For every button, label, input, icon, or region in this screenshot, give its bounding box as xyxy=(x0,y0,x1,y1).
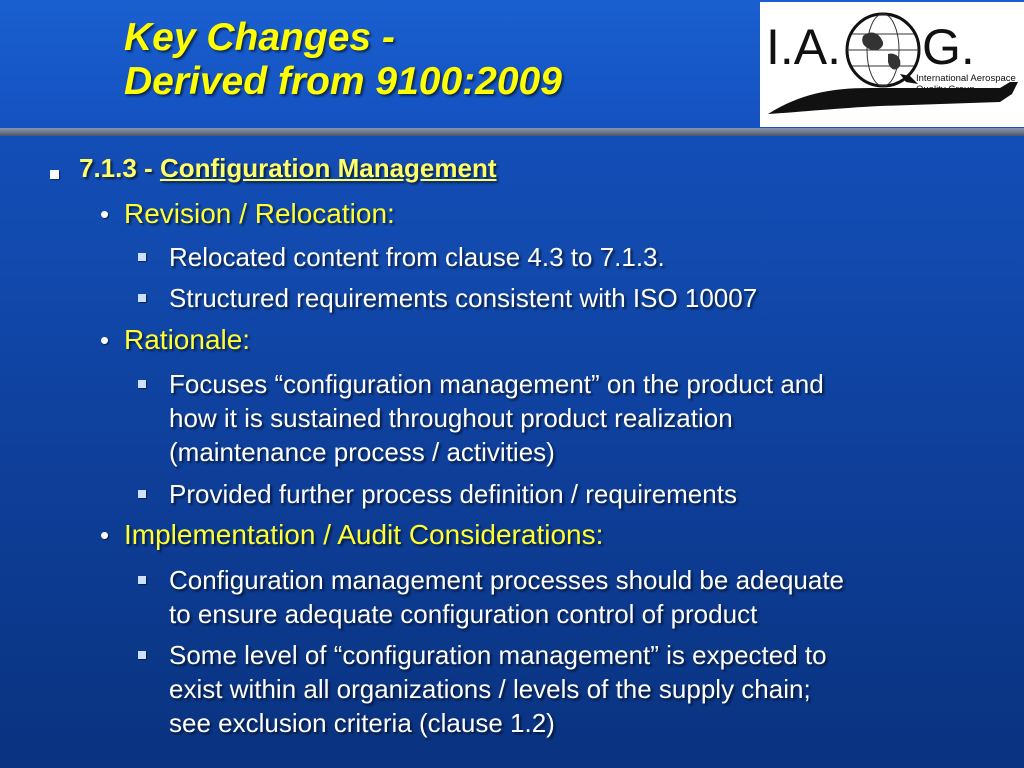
dot-bullet-icon: • xyxy=(100,199,110,229)
square-bullet-icon xyxy=(138,576,146,584)
group-heading: Rationale: xyxy=(124,324,251,355)
list-item-line: Focuses “configuration management” on the product and xyxy=(169,369,824,399)
square-bullet-icon xyxy=(138,380,146,388)
section-name: Configuration Management xyxy=(159,153,497,183)
logo-subtitle-1: International Aerospace xyxy=(916,73,1016,84)
square-bullet-icon xyxy=(138,253,146,261)
list-item-line: Some level of “configuration management” is expected to xyxy=(169,640,827,670)
group-heading: Revision / Relocation: xyxy=(124,198,395,229)
list-item-line: Configuration management processes should be adequate xyxy=(169,565,845,595)
section-number: 7.1.3 - xyxy=(79,153,160,183)
list-item: Relocated content from clause 4.3 to 7.1.3. xyxy=(169,242,665,272)
list-item-line: how it is sustained throughout product realization xyxy=(169,403,733,433)
square-bullet-icon xyxy=(50,170,59,179)
list-item-line: exist within all organizations / levels of the supply chain; xyxy=(169,674,811,704)
list-item: Structured requirements consistent with ISO 10007 xyxy=(169,283,758,313)
title-line-1: Key Changes - xyxy=(124,16,395,59)
square-bullet-icon xyxy=(138,490,146,498)
list-item-line: see exclusion criteria (clause 1.2) xyxy=(169,708,555,738)
list-item-line: to ensure adequate configuration control of product xyxy=(169,599,758,629)
square-bullet-icon xyxy=(138,651,146,659)
logo-subtitle-2: Quality Group xyxy=(916,84,975,95)
dot-bullet-icon: • xyxy=(100,520,110,550)
title-line-2: Derived from 9100:2009 xyxy=(124,60,562,103)
logo-text: I.A. xyxy=(766,19,842,75)
list-item-line: (maintenance process / activities) xyxy=(169,437,555,467)
square-bullet-icon xyxy=(138,294,146,302)
group-heading: Implementation / Audit Considerations: xyxy=(124,519,604,550)
dot-bullet-icon: • xyxy=(100,325,110,355)
logo-text-2: G. xyxy=(922,19,975,75)
list-item: Provided further process definition / requirements xyxy=(169,479,737,509)
section-heading xyxy=(79,153,497,184)
